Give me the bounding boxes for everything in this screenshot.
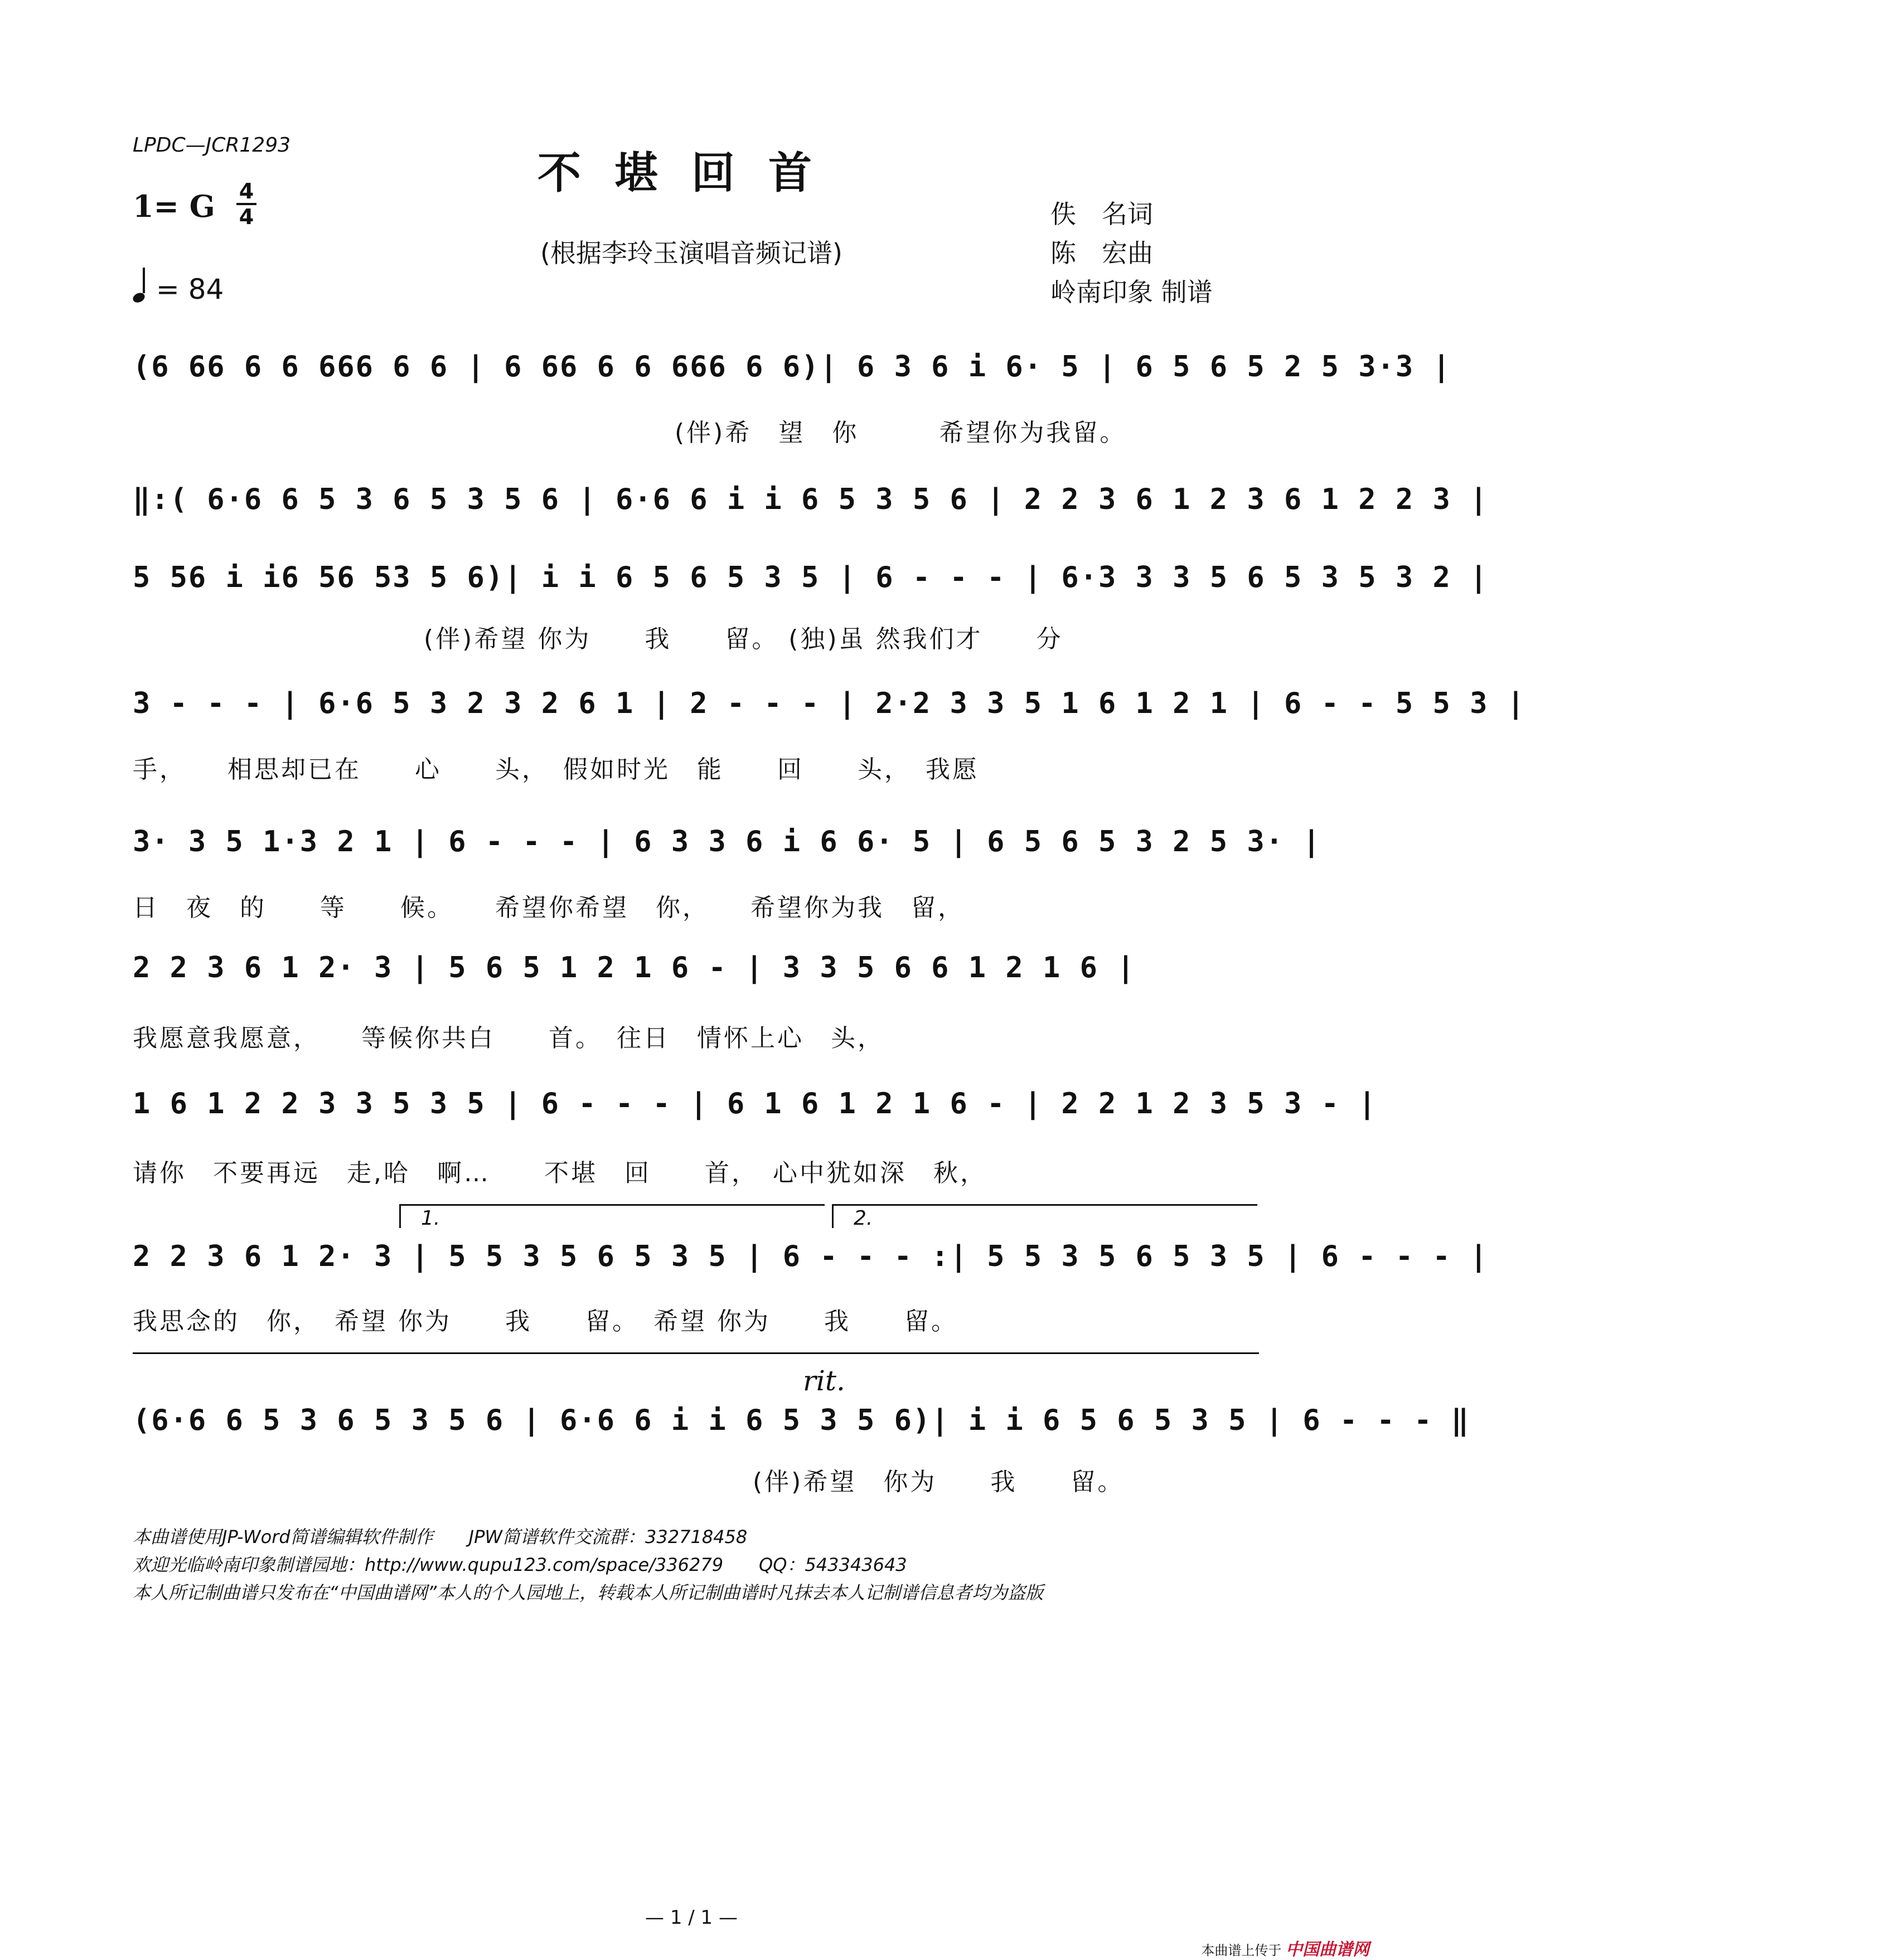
- score-code: LPDC—JCR1293: [133, 134, 291, 157]
- time-signature-bottom: 4: [239, 205, 254, 229]
- lyrics-row-4: 手， 相思却已在 心 头， 假如时光 能 回 头， 我愿: [133, 755, 979, 784]
- notation-row-8: 2 2 3 6 1 2· 3 | 5 5 3 5 6 5 3 5 | 6 - - - :| 5 5 3 5 6 5 3 5 | 6 - - - |: [133, 1240, 1489, 1273]
- volta-1-label: 1.: [421, 1207, 440, 1230]
- composer-credit: 陈 宏曲: [1050, 238, 1153, 268]
- lyrics-row-6: 我愿意我愿意， 等候你共白 首。 往日 情怀上心 头，: [133, 1024, 884, 1052]
- footer-site-note: 欢迎光临岭南印象制谱园地：http://www.qupu123.com/space/336279 QQ：543343643: [133, 1554, 907, 1575]
- footer-copyright-note: 本人所记制曲谱只发布在“中国曲谱网”本人的个人园地上，转载本人所记制曲谱时凡抹去本人记制谱信息者均为盗版: [133, 1582, 1044, 1603]
- subtitle: (根据李玲玉演唱音频记谱): [540, 238, 842, 268]
- notation-row-4: 3 - - - | 6·6 5 3 2 3 2 6 1 | 2 - - - | 2·2 3 3 5 1 6 1 2 1 | 6 - - 5 5 3 |: [133, 687, 1526, 720]
- tempo-value: = 84: [156, 273, 224, 305]
- lyrics-row-1: (伴)希 望 你 希望你为我留。: [675, 419, 1127, 447]
- time-signature-top: 4: [239, 179, 254, 203]
- volta-first-ending: [399, 1204, 825, 1228]
- ritardando-marking: rit.: [803, 1365, 845, 1397]
- key-signature: 1= G: [133, 188, 215, 224]
- lyrics-row-8: 我思念的 你， 希望 你为 我 留。 希望 你为 我 留。: [133, 1307, 958, 1336]
- volta-second-ending: [832, 1204, 1257, 1228]
- time-signature: [234, 179, 259, 229]
- notation-row-2: ‖:( 6·6 6 5 3 6 5 3 5 6 | 6·6 6 i i 6 5 3 5 6 | 2 2 3 6 1 2 3 6 1 2 2 3 |: [133, 483, 1489, 516]
- notation-row-6: 2 2 3 6 1 2· 3 | 5 6 5 1 2 1 6 - | 3 3 5 6 6 1 2 1 6 |: [133, 951, 1136, 984]
- arranger-credit: 岭南印象 制谱: [1050, 277, 1213, 307]
- lyricist-credit: 佚 名词: [1050, 199, 1153, 229]
- quarter-note-stem: [143, 268, 145, 293]
- footer-software-note: 本曲谱使用JP-Word简谱编辑软件制作 JPW简谱软件交流群：332718458: [133, 1526, 748, 1547]
- lyrics-row-5: 日 夜 的 等 候。 希望你希望 你， 希望你为我 留，: [133, 894, 965, 922]
- notation-row-9: (6·6 6 5 3 6 5 3 5 6 | 6·6 6 i i 6 5 3 5 6)| i i 6 5 6 5 3 5 | 6 - - - ‖: [133, 1404, 1470, 1437]
- notation-row-7: 1 6 1 2 2 3 3 5 3 5 | 6 - - - | 6 1 6 1 2 1 6 - | 2 2 1 2 3 5 3 - |: [133, 1087, 1377, 1120]
- brand-logo: 中国曲谱网: [1286, 1940, 1369, 1959]
- notation-row-3: 5 56 i i6 56 53 5 6)| i i 6 5 6 5 3 5 | 6 - - - | 6·3 3 3 5 6 5 3 5 3 2 |: [133, 561, 1489, 594]
- volta-2-label: 2.: [854, 1207, 873, 1230]
- lyrics-row-7: 请你 不要再远 走,哈 啊… 不堪 回 首， 心中犹如深 秋，: [133, 1159, 987, 1187]
- upload-note: 本曲谱上传于: [1201, 1943, 1282, 1958]
- lyrics-row-3: (伴)希望 你为 我 留。 (独)虽 然我们才 分: [424, 625, 1063, 653]
- lyrics-row-9: (伴)希望 你为 我 留。: [753, 1468, 1125, 1496]
- notation-row-1: (6 66 6 6 666 6 6 | 6 66 6 6 666 6 6)| 6 3 6 i 6· 5 | 6 5 6 5 2 5 3·3 |: [133, 350, 1451, 384]
- tempo-marking: [133, 273, 224, 305]
- song-title: 不堪回首: [537, 148, 845, 198]
- second-ending-line: [133, 1352, 1259, 1354]
- upload-watermark: [1201, 1935, 1369, 1960]
- notation-row-5: 3· 3 5 1·3 2 1 | 6 - - - | 6 3 3 6 i 6 6· 5 | 6 5 6 5 3 2 5 3· |: [133, 825, 1321, 858]
- page-number: — 1 / 1 —: [645, 1906, 738, 1929]
